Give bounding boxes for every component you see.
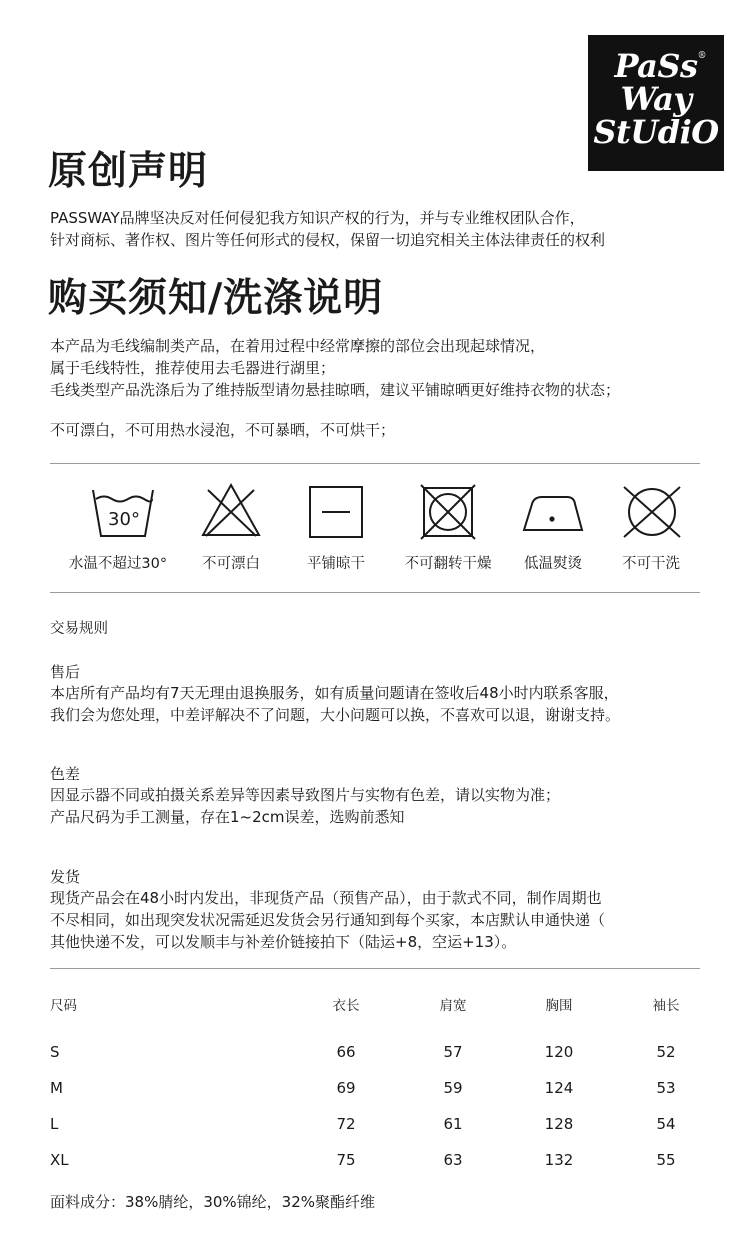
registered-mark: ®: [697, 51, 706, 61]
table-header-shoulder: 肩宽: [439, 998, 467, 1014]
purchase-prohibit: 不可漂白，不可用热水浸泡，不可暴晒，不可烘干；: [50, 421, 396, 439]
low-iron-icon: [522, 490, 584, 534]
wash-30-icon: [90, 485, 156, 541]
table-cell: S: [50, 1043, 60, 1061]
logo-line-2: Way: [620, 80, 692, 118]
rules-title: 交易规则: [50, 621, 108, 637]
dry-flat-icon: [308, 485, 364, 539]
table-cell: M: [50, 1079, 63, 1097]
no-bleach-icon: [200, 482, 262, 538]
logo-line-3: StUdiO: [593, 113, 719, 151]
table-cell: 66: [336, 1043, 356, 1061]
purchase-body: 本产品为毛线编制类产品，在着用过程中经常摩擦的部位会出现起球情况， 属于毛线特性，推荐使用去毛器进行湖里； 毛线类型产品洗涤后为了维持版型请勿悬挂晾晒，建议平铺晾晒更好维持衣物的状态；: [50, 337, 621, 399]
after-sale-body: 本店所有产品均有7天无理由退换服务，如有质量问题请在签收后48小时内联系客服， 我们会为您处理，中差评解决不了问题，大小问题可以换，不喜欢可以退，谢谢支持。: [50, 684, 621, 724]
care-label-no-bleach: 不可漂白: [202, 556, 260, 572]
table-cell: 124: [544, 1079, 574, 1097]
table-cell: 57: [443, 1043, 463, 1061]
table-header-size: 尺码: [50, 998, 77, 1014]
table-cell: 52: [656, 1043, 676, 1061]
table-header-chest: 胸围: [545, 998, 573, 1014]
original-body: PASSWAY品牌坚决反对任何侵犯我方知识产权的行为，并与专业维权团队合作， 针对商标、著作权、图片等任何形式的侵权，保留一切追究相关主体法律责任的权利: [50, 209, 606, 249]
table-cell: 128: [544, 1115, 574, 1133]
table-cell: 59: [443, 1079, 463, 1097]
table-cell: 120: [544, 1043, 574, 1061]
no-dry-clean-icon: [618, 483, 686, 541]
care-label-wash: 水温不超过30°: [68, 556, 168, 572]
original-title: 原创声明: [48, 149, 209, 194]
table-cell: 55: [656, 1151, 676, 1169]
table-cell: XL: [50, 1151, 69, 1169]
care-label-low-iron: 低温熨烫: [524, 556, 582, 572]
table-cell: 53: [656, 1079, 676, 1097]
table-cell: 75: [336, 1151, 356, 1169]
shipping-body: 现货产品会在48小时内发出，非现货产品（预售产品），由于款式不同，制作周期也 不尽相同，如出现突发状况需延迟发货会另行通知到每个买家，本店默认申通快递（ 其他快递不发，可以发顺丰与补差价链接拍下（陆运+8，空运+13）。: [50, 889, 606, 951]
table-cell: 54: [656, 1115, 676, 1133]
after-sale-title: 售后: [50, 663, 81, 681]
divider: [50, 592, 700, 593]
table-cell: 69: [336, 1079, 356, 1097]
divider: [50, 463, 700, 464]
shipping-title: 发货: [50, 868, 81, 886]
color-body: 因显示器不同或拍摄关系差异等因素导致图片与实物有色差，请以实物为准； 产品尺码为手工测量，存在1~2cm误差，选购前悉知: [50, 786, 561, 826]
table-cell: 61: [443, 1115, 463, 1133]
fabric-composition: 面料成分：38%腈纶，30%锦纶，32%聚酯纤维: [50, 1193, 376, 1211]
no-tumble-dry-icon: [419, 483, 477, 541]
care-label-no-tumble: 不可翻转干燥: [404, 556, 492, 572]
table-cell: 63: [443, 1151, 463, 1169]
table-cell: 72: [336, 1115, 356, 1133]
table-header-length: 衣长: [332, 998, 360, 1014]
table-cell: L: [50, 1115, 59, 1133]
logo-line-1: PaSs: [614, 47, 698, 85]
table-cell: 132: [544, 1151, 574, 1169]
care-label-no-dry-clean: 不可干洗: [622, 556, 680, 572]
wash-temp-text: 30°: [108, 509, 140, 530]
brand-logo: [588, 35, 724, 171]
color-title: 色差: [50, 765, 81, 783]
table-header-sleeve: 袖长: [652, 998, 680, 1014]
divider: [50, 968, 700, 969]
purchase-title: 购买须知/洗涤说明: [48, 276, 384, 321]
care-label-dry-flat: 平铺晾干: [307, 556, 365, 572]
